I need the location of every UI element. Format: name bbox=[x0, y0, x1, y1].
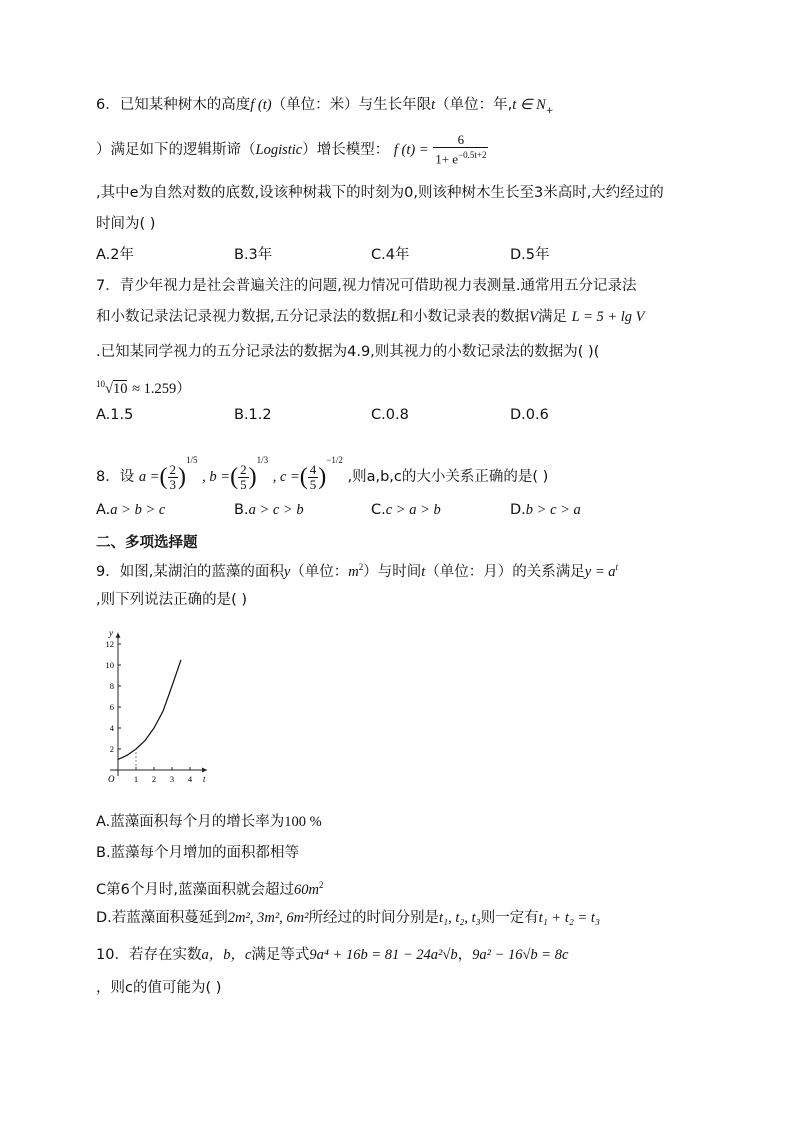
q8-b-fraction bbox=[238, 463, 249, 492]
q8-c-num: 4 bbox=[309, 461, 317, 477]
q8-b-den: 5 bbox=[240, 476, 247, 492]
q7-radicand: 10 bbox=[112, 380, 128, 397]
q6-formula-numerator: 6 bbox=[433, 133, 488, 148]
q9-option-d-text: 所经过的时间分别是 bbox=[308, 910, 439, 926]
y-tick-label: 8 bbox=[109, 681, 114, 691]
q6-fx: f (t) bbox=[250, 97, 272, 113]
q9-formula: y = a bbox=[584, 563, 616, 580]
q9-option-d-text: D.若蓝藻面积蔓延到 bbox=[96, 910, 228, 926]
q9-line2: ,则下列说法正确的是( ) bbox=[96, 592, 248, 608]
q8-c-fraction bbox=[308, 463, 319, 492]
q9-option-d[interactable] bbox=[96, 908, 600, 928]
q10-text: 10．若存在实数 bbox=[96, 947, 202, 963]
q7-line3: .已知某同学视力的五分记录法的数据为4.9,则其视力的小数记录法的数据为( )( bbox=[96, 344, 600, 360]
q9-option-a[interactable] bbox=[96, 812, 322, 832]
q8-option-expr: b > c > a bbox=[525, 502, 581, 518]
x-axis-arrow bbox=[202, 768, 207, 773]
q9-text: （单位：月）的关系满足 bbox=[425, 563, 585, 580]
q8-option-expr: a > b > c bbox=[110, 502, 166, 518]
q8-b-num: 2 bbox=[240, 461, 247, 477]
q7-option-c[interactable]: C.0.8 bbox=[371, 407, 409, 423]
q7-text: 和小数记录表的数据 bbox=[398, 309, 530, 325]
x-tick-label: 1 bbox=[133, 774, 139, 784]
q8-suffix: ,则a,b,c的大小关系正确的是( ) bbox=[347, 469, 549, 485]
q9-option-c-text: C第6个月时,蓝藻面积就会超过 bbox=[96, 881, 294, 898]
q9-formula-exp: t bbox=[615, 562, 619, 572]
q9-option-d-areas: 2m², 3m², 6m² bbox=[227, 910, 309, 926]
q8-option-label: A. bbox=[96, 502, 111, 518]
q6-set: t ∈ N bbox=[512, 97, 546, 113]
q7-radical: $^{10}$√10 bbox=[96, 379, 128, 397]
q7-line4 bbox=[96, 374, 191, 399]
q6-text: （单位：米）与生长年限 bbox=[271, 97, 432, 113]
growth-curve bbox=[118, 660, 181, 760]
q6-text: ）满足如下的逻辑斯谛（ bbox=[96, 142, 256, 158]
y-tick-label: 4 bbox=[109, 723, 114, 733]
x-tick-label: 3 bbox=[169, 774, 175, 784]
q8-line1: 8．设 a =( $\frac{2}{3}$ )$^{1/5}$ , b =( $\frac{2}{5}$ )$^{1/3}$ , c =( $\frac{4}{5}$ )$^{-1/2}$ ,则a,b,c的大小关系正确的是( ) bbox=[96, 455, 549, 492]
q7-line1: 7．青少年视力是社会普遍关注的问题,视力情况可借助视力表测量.通常用五分记录法 bbox=[96, 278, 637, 294]
q6-exp: −0.5t+2 bbox=[458, 150, 487, 161]
x-axis-label: t bbox=[203, 774, 206, 784]
q10-line2: ，则c的值可能为( ) bbox=[96, 980, 222, 996]
q6-logistic: Logistic bbox=[255, 142, 303, 158]
origin-label: O bbox=[108, 774, 115, 784]
q9-text: （单位： bbox=[290, 563, 349, 580]
q9-y: y bbox=[283, 563, 291, 580]
x-tick-label: 2 bbox=[151, 774, 157, 784]
q8-option-c[interactable] bbox=[371, 500, 441, 520]
q9-line1: 9．如图,某湖泊的蓝藻的面积y（单位：$m^2$）与时间t（单位：月）的关系满足$y = a^t$ bbox=[96, 562, 619, 580]
q8-b-lhs: , b = bbox=[202, 469, 231, 485]
q9-option-d-text: 则一定有 bbox=[480, 910, 539, 926]
q6-option-c[interactable]: C.4年 bbox=[371, 247, 410, 263]
q9-t: t bbox=[421, 563, 426, 580]
q7-text: 和小数记录法记录视力数据,五分记录法的数据 bbox=[96, 309, 391, 325]
q9-option-c[interactable]: C第6个月时,蓝藻面积就会超过$60m^2$ bbox=[96, 880, 324, 898]
q9-text: 9．如图,某湖泊的蓝藻的面积 bbox=[96, 563, 284, 580]
q6-line1 bbox=[96, 95, 553, 121]
q8-a-num: 2 bbox=[169, 461, 177, 477]
q8-option-expr: a > c > b bbox=[248, 502, 304, 518]
q8-c-lhs: , c = bbox=[272, 469, 300, 485]
q10-equation-2: 9a² − 16√b = 8c bbox=[472, 947, 569, 963]
y-axis-arrow bbox=[116, 633, 121, 638]
section-heading: 二、多项选择题 bbox=[96, 535, 198, 551]
q6-option-d[interactable]: D.5年 bbox=[510, 247, 550, 263]
q6-line3: ,其中e为自然对数的底数,设该种树栽下的时刻为0,则该种树木生长至3米高时,大约经过的 bbox=[96, 185, 664, 201]
q8-a-lhs: a = bbox=[138, 469, 160, 485]
q6-sub: + bbox=[545, 105, 554, 116]
q9-option-c-value: 60m bbox=[293, 881, 319, 898]
q6-line4: 时间为( ) bbox=[96, 216, 156, 232]
q8-option-b[interactable] bbox=[234, 500, 304, 520]
q6-den-text: 1+ e bbox=[435, 151, 459, 167]
q7-L: L bbox=[390, 309, 399, 325]
y-tick-label: 2 bbox=[109, 744, 114, 754]
q9-option-a-text: A.蓝藻面积每个月的增长率为 bbox=[96, 814, 285, 830]
q8-a-exp: 1/5 bbox=[186, 455, 198, 465]
y-tick-label: 12 bbox=[105, 639, 114, 649]
q6-text: 6．已知某种树木的高度 bbox=[96, 97, 251, 113]
q7-formula: L = 5 + lg V bbox=[571, 309, 645, 325]
q7-option-d[interactable]: D.0.6 bbox=[510, 407, 549, 423]
q8-c-den: 5 bbox=[309, 476, 317, 492]
q7-text: 满足 bbox=[538, 309, 568, 325]
q8-a-fraction bbox=[168, 463, 179, 492]
q6-formula-lhs: f (t) = bbox=[393, 142, 429, 158]
q6-text: ）增长模型： bbox=[302, 142, 390, 158]
q10-equation-1: 9a⁴ + 16b = 81 − 24a²√b bbox=[309, 947, 458, 963]
q9-option-d-equation: t₁ + t₂ = t₃ bbox=[538, 910, 600, 926]
q9-text: ）与时间 bbox=[363, 563, 422, 580]
q7-option-a[interactable]: A.1.5 bbox=[96, 407, 134, 423]
q10-text: 满足等式 bbox=[251, 947, 310, 963]
q8-option-label: C. bbox=[371, 502, 386, 518]
q10-line1 bbox=[96, 945, 568, 965]
q7-radical-index: 10 bbox=[96, 379, 105, 389]
q6-formula-fraction bbox=[433, 133, 488, 166]
q8-option-expr: c > a > b bbox=[385, 502, 441, 518]
q8-a-den: 3 bbox=[169, 476, 177, 492]
q10-vars: a，b，c bbox=[201, 947, 252, 963]
q8-option-d[interactable] bbox=[510, 500, 581, 520]
q6-option-b[interactable]: B.3年 bbox=[234, 247, 273, 263]
q10-separator: ， bbox=[457, 947, 473, 963]
y-tick-label: 6 bbox=[109, 702, 114, 712]
q6-option-a[interactable]: A.2年 bbox=[96, 247, 134, 263]
q7-option-b[interactable]: B.1.2 bbox=[234, 407, 272, 423]
q9-option-a-value: 100 % bbox=[284, 814, 322, 830]
q9-unit: m bbox=[348, 563, 359, 580]
q8-prefix: 8．设 bbox=[96, 469, 135, 485]
q8-c-exp: −1/2 bbox=[326, 455, 343, 465]
q6-line2 bbox=[96, 133, 488, 167]
q9-growth-graph bbox=[96, 622, 226, 792]
q7-approx: ≈ 1.259） bbox=[132, 380, 191, 397]
q7-line2 bbox=[96, 307, 645, 327]
q8-option-a[interactable] bbox=[96, 500, 165, 520]
q6-formula-denominator bbox=[433, 148, 488, 166]
q9-option-b[interactable]: B.蓝藻每个月增加的面积都相等 bbox=[96, 845, 300, 861]
q6-text: （单位：年, bbox=[435, 97, 513, 113]
q7-V: V bbox=[529, 309, 539, 325]
q6-t: t bbox=[431, 97, 436, 113]
y-tick-label: 10 bbox=[105, 660, 114, 670]
q8-option-label: B. bbox=[234, 502, 249, 518]
q8-b-exp: 1/3 bbox=[256, 455, 269, 465]
q9-option-d-times: t₁, t₂, t₃ bbox=[439, 910, 481, 926]
q8-option-label: D. bbox=[510, 502, 526, 518]
x-tick-label: 4 bbox=[187, 774, 193, 784]
y-axis-label: y bbox=[109, 627, 113, 638]
